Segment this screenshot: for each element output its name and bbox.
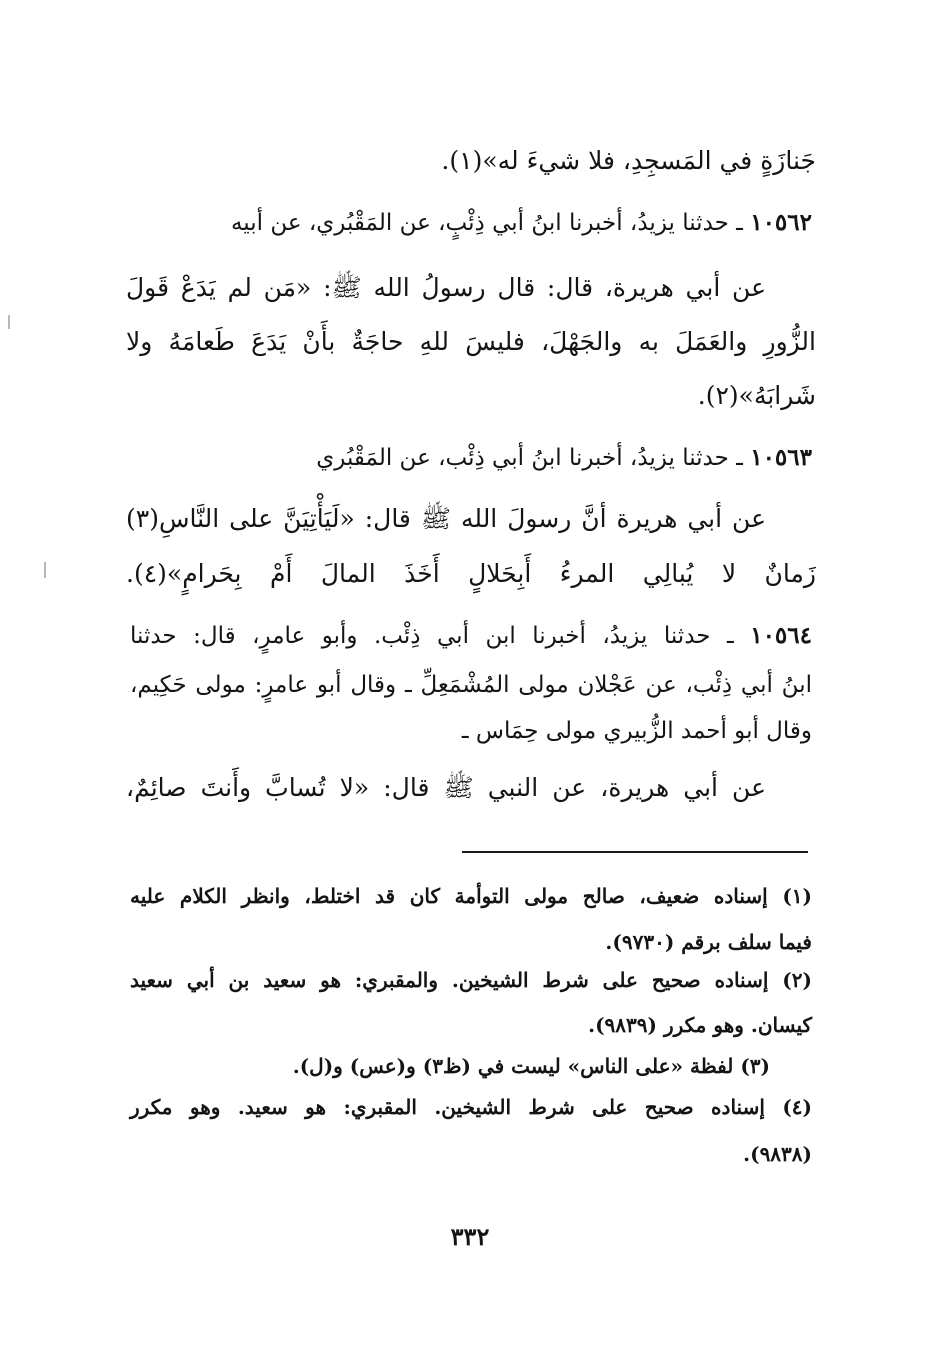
footnote-line: فيما سلف برقم (٩٧٣٠). <box>605 930 812 954</box>
hadith-number: ١٠٥٦٢ <box>750 209 812 236</box>
page-number: ٣٣٢ <box>450 1222 490 1251</box>
footnote-line: (٤) إسناده صحيح على شرط الشيخين. المقبري: هو سعيد. وهو مكرر <box>130 1095 812 1119</box>
footnote-line: (٩٨٣٨). <box>743 1142 812 1166</box>
hadith-isnad: ـ حدثنا يزيدُ، أخبرنا ابنُ أبي ذِئْب، عن المَقْبُري <box>316 445 751 471</box>
scan-mark <box>44 562 46 578</box>
hadith-isnad: ـ حدثنا يزيدُ، أخبرنا ابنُ أبي ذِئْبٍ، عن المَقْبُري، عن أبيه <box>230 210 751 236</box>
hadith-heading-10563 <box>316 444 812 471</box>
footnote-line: (٢) إسناده صحيح على شرط الشيخين. والمقبري: هو سعيد بن أبي سعيد <box>130 968 812 992</box>
text-line: عن أبي هريرة، قال: قال رسولُ الله ﷺ: «مَن لم يَدَعْ قَولَ <box>126 273 766 302</box>
footnote-separator <box>462 851 808 853</box>
text-line: وقال أبو أحمد الزُّبيري مولى حِمَاس ـ <box>461 718 812 744</box>
text-line: جَنازَةٍ في المَسجِدِ، فلا شيءَ له»(١). <box>441 146 816 175</box>
hadith-number: ١٠٥٦٣ <box>750 444 812 471</box>
footnote-line: (٣) لفظة «على الناس» ليست في (ظ٣) و(عس) و(ل). <box>292 1054 770 1078</box>
text-line: عن أبي هريرة، عن النبي ﷺ قال: «لا تُسابَّ وأَنتَ صائِمٌ، <box>126 773 766 802</box>
hadith-isnad: ـ حدثنا يزيدُ، أخبرنا ابن أبي ذِئْب. وأبو عامرٍ، قال: حدثنا <box>130 623 751 649</box>
footnote-line: كيسان. وهو مكرر (٩٨٣٩). <box>588 1013 812 1037</box>
text-line: الزُّورِ والعَمَلَ به والجَهْلَ، فليسَ للهِ حاجَةٌ بأَنْ يَدَعَ طَعامَهُ ولا <box>126 327 816 356</box>
footnote-line: (١) إسناده ضعيف، صالح مولى التوأمة كان قد اختلط، وانظر الكلام عليه <box>130 884 812 908</box>
hadith-heading-10562 <box>231 209 812 236</box>
text-line: عن أبي هريرة أنَّ رسولَ الله ﷺ قال: «لَيَأْتِيَنَّ على النَّاسِ(٣) <box>126 504 766 533</box>
text-line: زَمانٌ لا يُبالِي المرءُ أَبِحَلالٍ أَخَذَ المالَ أَمْ بِحَرامٍ»(٤). <box>126 559 816 588</box>
text-line: شَرابَهُ»(٢). <box>697 381 816 410</box>
hadith-heading-10564 <box>130 622 812 649</box>
hadith-number: ١٠٥٦٤ <box>750 622 812 649</box>
scan-mark <box>8 315 10 329</box>
text-line: ابنُ أبي ذِئْب، عن عَجْلان مولى المُشْمَعِلِّ ـ وقال أبو عامرٍ: مولى حَكِيم، <box>130 672 812 698</box>
